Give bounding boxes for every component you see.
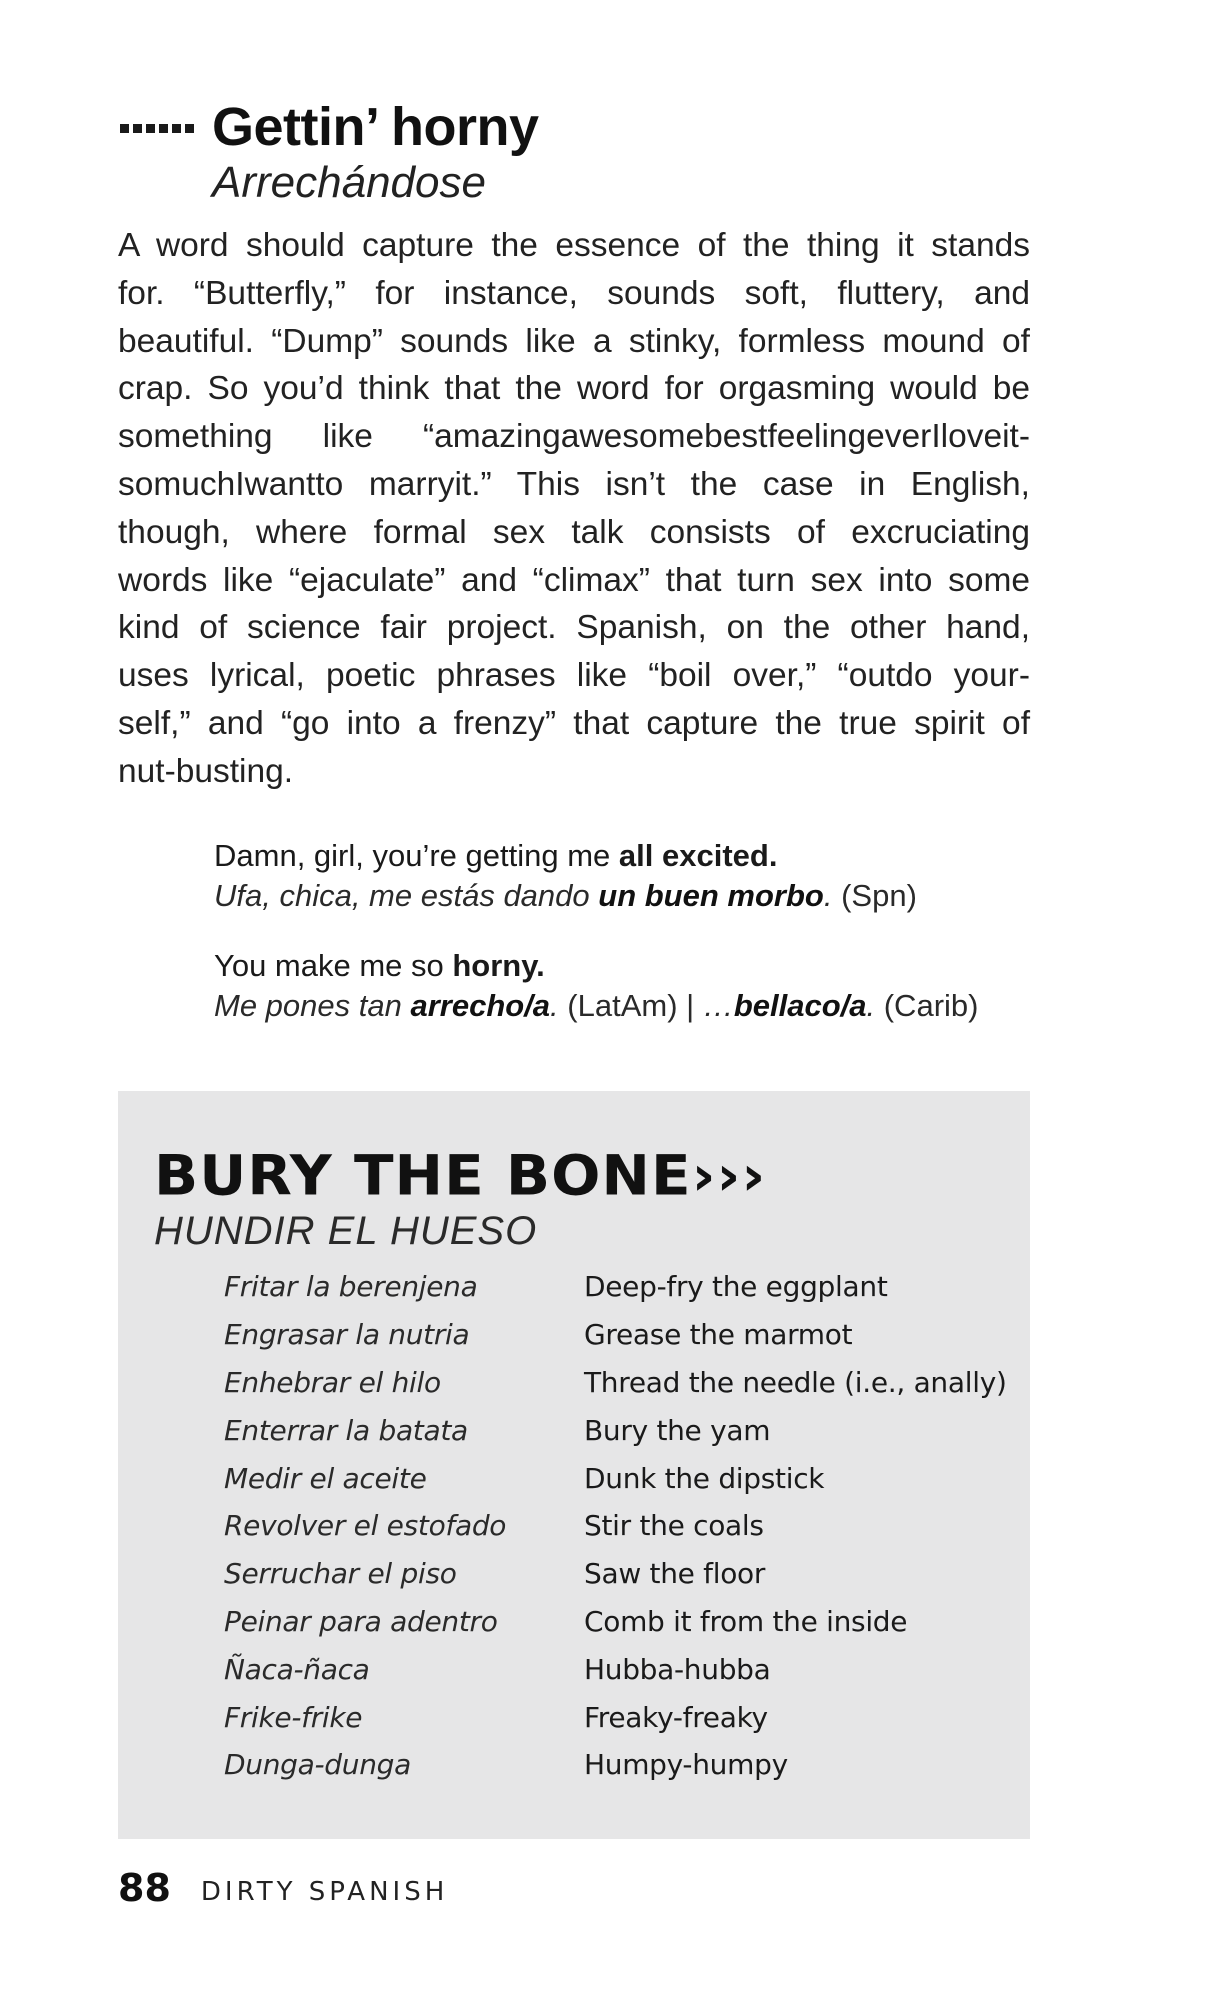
body-line: something like “amazingawesomebestfeelingeverIloveit- (118, 418, 1030, 456)
body-line: though, where formal sex talk consists of excruciating (118, 513, 1030, 551)
region-tag: (Spn) (832, 878, 917, 913)
example-spanish: Me pones tan arrecho/a. (LatAm) | …bellaco/a. (Carib) (214, 988, 979, 1023)
example-english: Damn, girl, you’re getting me all excited. (214, 838, 778, 873)
list-item (224, 1645, 1014, 1693)
phrase-spanish: Fritar la berenjena (224, 1270, 478, 1304)
list-item (224, 1263, 1014, 1311)
list-item (224, 1598, 1014, 1646)
phrase-spanish: Engrasar la nutria (224, 1318, 470, 1352)
section-title: Gettin’ horny (212, 97, 539, 157)
phrase-spanish: Peinar para adentro (224, 1604, 498, 1638)
phrase-spanish: Frike-frike (224, 1700, 363, 1734)
body-line: nut-busting. (118, 752, 294, 790)
region-tag: (LatAm) | (558, 988, 703, 1023)
body-line: crap. So you’d think that the word for orgasming would be (118, 370, 1030, 408)
phrase-english: Grease the marmot (584, 1318, 853, 1352)
body-line: A word should capture the essence of the thing it stands (118, 227, 1030, 264)
body-line: self,” and “go into a frenzy” that capture the true spirit of (118, 704, 1030, 742)
list-item (224, 1741, 1014, 1789)
phrase-spanish: Enterrar la batata (224, 1413, 468, 1447)
heading-bullet-dots (120, 124, 194, 133)
body-line: uses lyrical, poetic phrases like “boil over,” “outdo your- (118, 657, 1030, 695)
section-subtitle: Arrechándose (212, 158, 486, 207)
section-heading (118, 96, 1030, 207)
page-footer (118, 1866, 449, 1910)
list-item (224, 1550, 1014, 1598)
phrase-spanish: Revolver el estofado (224, 1509, 507, 1543)
body-line: words like “ejaculate” and “climax” that turn sex into some (118, 561, 1030, 599)
list-item (224, 1406, 1014, 1454)
book-title: DIRTY SPANISH (200, 1877, 449, 1907)
phrase-spanish: Enhebrar el hilo (224, 1365, 441, 1399)
phrase-spanish: Dunga-dunga (224, 1748, 411, 1782)
phrase-english: Thread the needle (i.e., anally) (584, 1365, 1007, 1399)
phrase-english: Saw the floor (584, 1557, 766, 1591)
body-line: kind of science fair project. Spanish, on the other hand, (118, 609, 1030, 647)
phrase-english: Bury the yam (584, 1413, 771, 1447)
phrase-english: Deep-fry the eggplant (584, 1270, 888, 1304)
list-item (224, 1311, 1014, 1359)
phrase-english: Comb it from the inside (584, 1604, 908, 1638)
body-line: somuchIwantto marryit.” This isn’t the case in English, (118, 465, 1030, 503)
list-item (224, 1502, 1014, 1550)
phrase-list (224, 1263, 1014, 1789)
phrase-english: Humpy-humpy (584, 1748, 788, 1782)
sidebar-title: BURY THE BONE››› (154, 1143, 767, 1208)
phrase-english: Hubba-hubba (584, 1652, 771, 1686)
region-tag: (Carib) (875, 988, 979, 1023)
sidebar-subtitle: HUNDIR EL HUESO (154, 1209, 538, 1253)
phrase-english: Dunk the dipstick (584, 1461, 825, 1495)
phrase-spanish: Serruchar el piso (224, 1557, 457, 1591)
phrase-english: Stir the coals (584, 1509, 764, 1543)
phrase-spanish: Ñaca-ñaca (224, 1652, 370, 1686)
example-english: You make me so horny. (214, 948, 545, 983)
list-item (224, 1693, 1014, 1741)
example-spanish: Ufa, chica, me estás dando un buen morbo. (Spn) (214, 878, 917, 913)
page-number: 88 (118, 1866, 171, 1910)
example-phrase (214, 946, 978, 1026)
example-phrase (214, 836, 917, 916)
phrase-spanish: Medir el aceite (224, 1461, 427, 1495)
body-paragraph (118, 222, 1030, 796)
page-content (118, 96, 1030, 1782)
list-item (224, 1359, 1014, 1407)
sidebar-box (118, 1091, 1030, 1839)
body-line: for. “Butterfly,” for instance, sounds soft, fluttery, and (118, 274, 1030, 312)
phrase-english: Freaky-freaky (584, 1700, 768, 1734)
list-item (224, 1454, 1014, 1502)
body-line: beautiful. “Dump” sounds like a stinky, formless mound of (118, 322, 1030, 360)
